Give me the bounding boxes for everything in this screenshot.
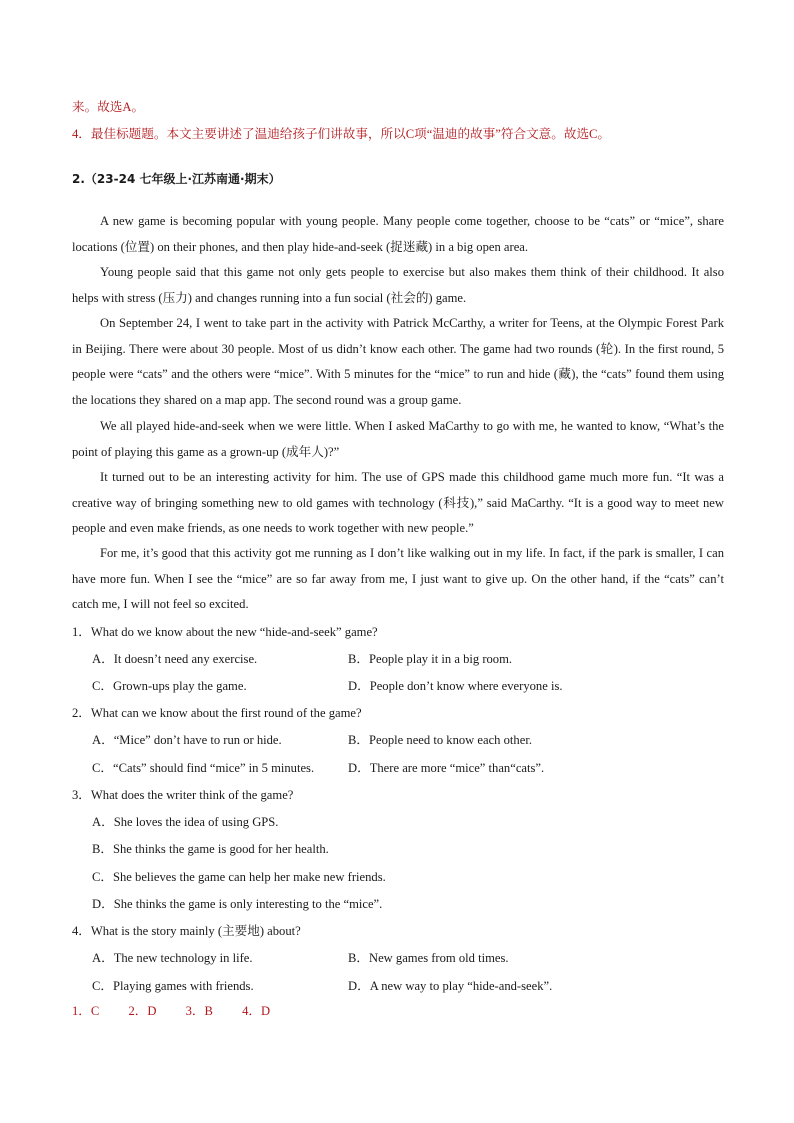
- question-4-stem: 4．What is the story mainly (主要地) about?: [72, 924, 301, 938]
- question-2-option-d: D．There are more “mice” than“cats”.: [348, 761, 545, 775]
- question-4-option-b: B．New games from old times.: [348, 951, 509, 965]
- passage-paragraph-5: It turned out to be an interesting activity for him. The use of GPS made this childhood game much more fun. “It was a creative way of bringing something new to old games with technology (科技),” said MaCarthy. “It is a good way to meet new people and even make friends, as one needs to work together with new people.”: [72, 470, 724, 536]
- question-4-option-d: D．A new way to play “hide-and-seek”.: [348, 979, 553, 993]
- question-3-stem: 3．What does the writer think of the game?: [72, 788, 294, 802]
- answer-3: 3．B: [185, 1004, 213, 1018]
- answer-1: 1．C: [72, 1004, 100, 1018]
- question-4-option-c: C．Playing games with friends.: [92, 979, 254, 993]
- passage-paragraph-6: For me, it’s good that this activity got me running as I don’t like walking out in my life. In fact, if the park is smaller, I can have more fun. When I see the “mice” are so far away from me, I just want to give up. On the other hand, if the “cats” can’t catch me, I will not feel so excited.: [72, 546, 724, 612]
- question-4-option-a: A．The new technology in life.: [92, 951, 253, 965]
- question-source-heading: 2.（23-24 七年级上·江苏南通·期末）: [72, 172, 281, 186]
- question-1-option-a: A．It doesn’t need any exercise.: [92, 652, 258, 666]
- question-1-option-c: C．Grown-ups play the game.: [92, 679, 247, 693]
- question-2-stem: 2．What can we know about the first round of the game?: [72, 706, 362, 720]
- answer-2: 2．D: [128, 1004, 157, 1018]
- explanation-line-2: 4．最佳标题题。本文主要讲述了温迪给孩子们讲故事，所以C项“温迪的故事”符合文意。故选C。: [72, 127, 611, 141]
- question-2-option-b: B．People need to know each other.: [348, 733, 532, 747]
- answer-4: 4．D: [242, 1004, 271, 1018]
- passage-paragraph-1: A new game is becoming popular with young people. Many people come together, choose to be “cats” or “mice”, share locations (位置) on their phones, and then play hide-and-seek (捉迷藏) in a big open area.: [72, 214, 724, 254]
- question-3-option-a: A．She loves the idea of using GPS.: [92, 815, 279, 829]
- question-1-option-b: B．People play it in a big room.: [348, 652, 513, 666]
- question-3-option-b: B．She thinks the game is good for her health.: [92, 842, 329, 856]
- question-1-option-d: D．People don’t know where everyone is.: [348, 679, 563, 693]
- question-2-option-a: A．“Mice” don’t have to run or hide.: [92, 733, 282, 747]
- question-3-option-d: D．She thinks the game is only interesting to the “mice”.: [92, 897, 383, 911]
- answer-key: [72, 1000, 296, 1019]
- question-1-stem: 1．What do we know about the new “hide-and-seek” game?: [72, 625, 378, 639]
- question-3-option-c: C．She believes the game can help her make new friends.: [92, 870, 386, 884]
- question-2-option-c: C．“Cats” should find “mice” in 5 minutes.: [92, 761, 315, 775]
- passage-paragraph-2: Young people said that this game not only gets people to exercise but also makes them think of their childhood. It also helps with stress (压力) and changes running into a fun social (社会的) game.: [72, 265, 724, 305]
- passage-paragraph-4: We all played hide-and-seek when we were little. When I asked MaCarthy to go with me, he wanted to know, “What’s the point of playing this game as a grown-up (成年人)?”: [72, 419, 724, 459]
- explanation-line-1: 来。故选A。: [72, 100, 145, 114]
- passage-paragraph-3: On September 24, I went to take part in the activity with Patrick McCarthy, a writer for Teens, at the Olympic Forest Park in Beijing. There were about 30 people. Most of us didn’t know each other. The game had two rounds (轮). In the first round, 5 people were “cats” and the others were “mice”. With 5 minutes for the “mice” to run and hide (藏), the “cats” found them using the locations they shared on a map app. The second round was a group game.: [72, 316, 724, 407]
